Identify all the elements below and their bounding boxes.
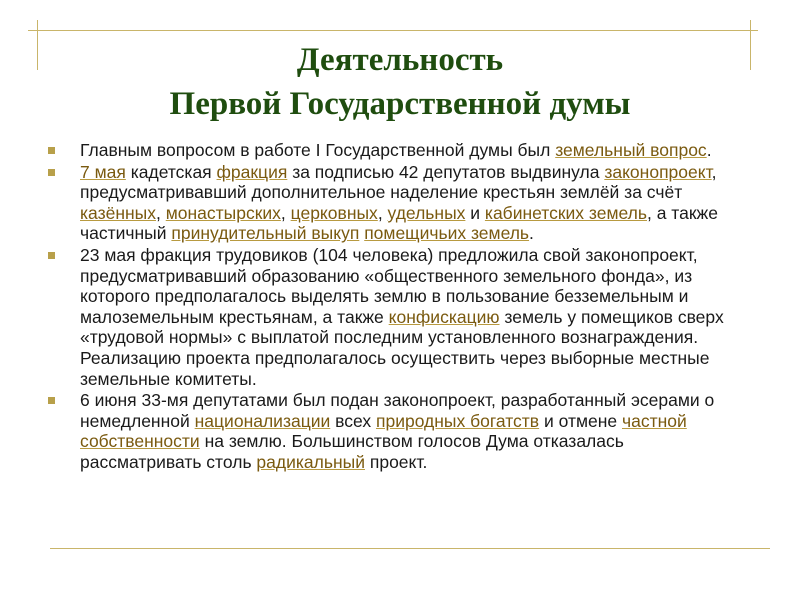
- link-may-7[interactable]: 7 мая: [80, 161, 126, 182]
- bullet-text: за подписью 42 депутатов выдвинула: [287, 161, 605, 182]
- link-monastery-lands[interactable]: монастырских: [165, 202, 281, 223]
- bullet-text: .: [529, 223, 534, 244]
- slide-title: [0, 38, 800, 126]
- bullet-square-icon: [48, 169, 55, 176]
- bullet-square-icon: [48, 147, 55, 154]
- link-church-lands[interactable]: церковных: [290, 202, 378, 223]
- bullet-list: [48, 140, 748, 474]
- title-line-2: Первой Государственной думы: [169, 86, 631, 122]
- bullet-text: ,: [377, 202, 388, 223]
- link-forced-buyout[interactable]: принудительный выкуп: [171, 223, 360, 244]
- bullet-item: [48, 245, 748, 389]
- bullet-text: Главным вопросом в работе I Государственной думы был: [80, 140, 556, 160]
- link-state-lands[interactable]: казённых: [80, 202, 156, 223]
- frame-line: [28, 30, 758, 31]
- link-appanage-lands[interactable]: удельных: [387, 202, 466, 223]
- bullet-text: и: [465, 202, 485, 223]
- bullet-text: ,: [156, 202, 166, 223]
- bullet-text: на землю. Большинством голосов Дума отказалась рассматривать столь: [80, 431, 624, 472]
- title-line-1: Деятельность: [296, 42, 504, 78]
- frame-line: [50, 548, 770, 549]
- bullet-text: , а также частичный: [80, 202, 718, 244]
- bullet-text: земель у помещиков сверх «трудовой нормы» с выплатой последним установленного вознаграждения. Реализацию проекта предполагалось осуществить через выборные местные земельные комитеты.: [80, 306, 724, 389]
- bullet-square-icon: [48, 397, 55, 404]
- bullet-text: всех: [330, 410, 376, 431]
- link-private-property[interactable]: частной собственности: [80, 410, 687, 452]
- link-landlord-lands[interactable]: помещичьих земель: [364, 223, 530, 244]
- bullet-text: 23 мая фракция трудовиков (104 человека) предложила свой законопроект, предусматривавший образованию «общественного земельного фонда», из которого предполагалось выделять землю в пользование безземельным и малоземельным крестьянам, а также: [80, 244, 698, 327]
- link-land-question[interactable]: земельный вопрос: [555, 140, 707, 160]
- bullet-item: [48, 140, 748, 161]
- bullet-text: 6 июня 33-мя депутатами был подан законопроект, разработанный эсерами о немедленной: [80, 390, 715, 431]
- bullet-square-icon: [48, 252, 55, 259]
- link-confiscation[interactable]: конфискацию: [388, 306, 500, 327]
- bullet-text: кадетская: [125, 161, 217, 182]
- link-radical[interactable]: радикальный: [256, 451, 365, 472]
- bullet-text: проект.: [365, 451, 428, 472]
- link-cabinet-lands[interactable]: кабинетских земель: [484, 202, 647, 223]
- bullet-item: [48, 390, 748, 472]
- bullet-text: и отмене: [539, 410, 622, 431]
- bullet-text: .: [706, 140, 712, 160]
- bullet-text: ,: [280, 202, 291, 223]
- bullet-item: [48, 162, 748, 244]
- link-faction[interactable]: фракция: [216, 161, 288, 182]
- bullet-text: , предусматривавший дополнительное наделение крестьян землёй за счёт: [80, 161, 717, 203]
- link-nationalization[interactable]: национализации: [194, 410, 331, 431]
- link-bill[interactable]: законопроект: [604, 161, 712, 182]
- link-natural-resources[interactable]: природных богатств: [375, 410, 540, 431]
